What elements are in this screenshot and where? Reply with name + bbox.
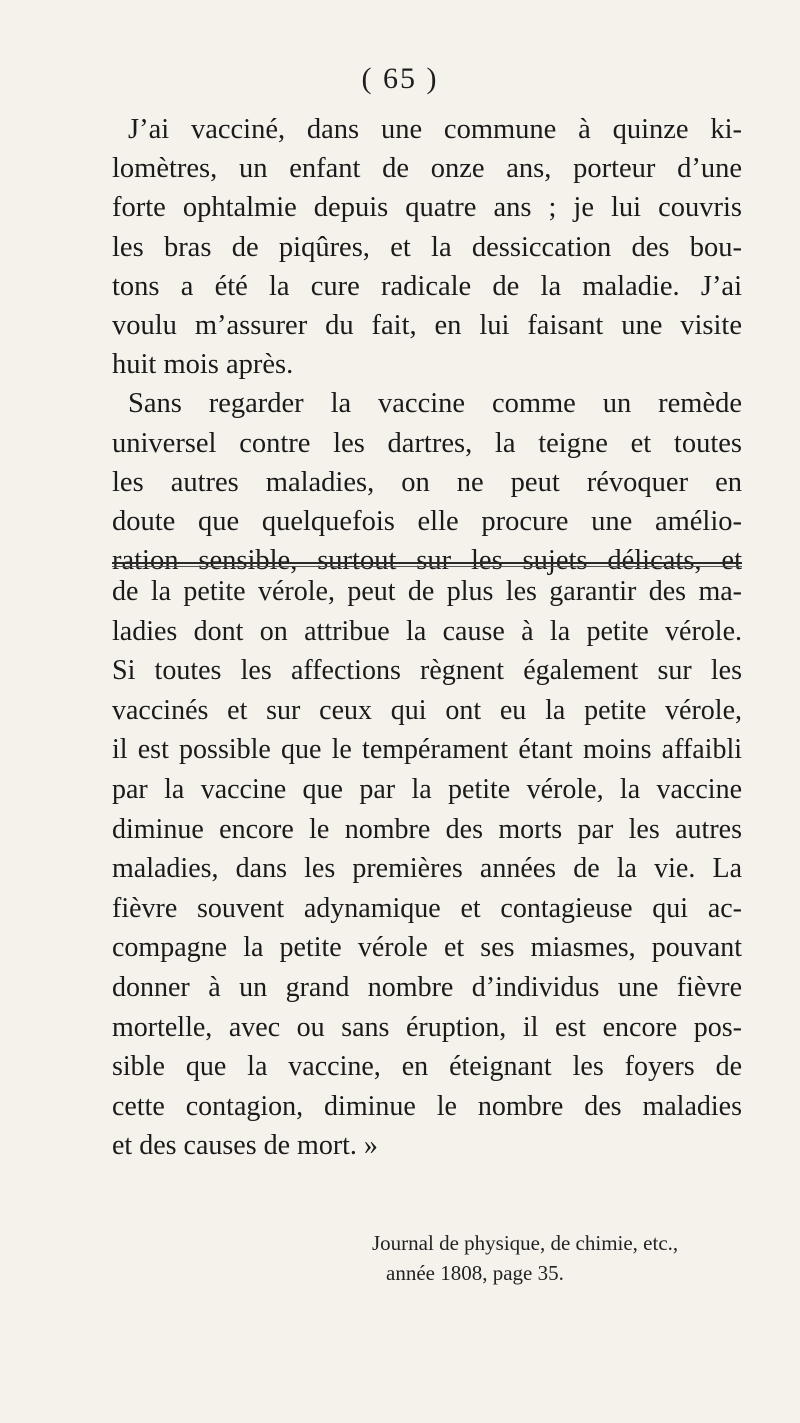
text-line: les autres maladies, on ne peut révoquer en	[112, 466, 742, 498]
footnote-line: fièvre souvent adynamique et contagieuse qui ac-	[112, 892, 742, 924]
text-line: doute que quelquefois elle procure une amélio-	[112, 506, 742, 538]
footnote-line: maladies, dans les premières années de la vie. La	[112, 853, 742, 885]
text-line: ration sensible, surtout sur les sujets délicats, et	[112, 545, 742, 577]
text-line: les bras de piqûres, et la dessiccation des bou-	[112, 231, 742, 263]
source-citation	[372, 1228, 772, 1288]
footnote-line: ladies dont on attribue la cause à la petite vérole.	[112, 615, 742, 647]
page-number: ( 65 )	[361, 62, 439, 95]
footnote-line: sible que la vaccine, en éteignant les foyers de	[112, 1051, 742, 1083]
footnote-line: de la petite vérole, peut de plus les garantir des ma-	[112, 576, 742, 607]
text-line: universel contre les dartres, la teigne et toutes	[112, 427, 742, 459]
citation-line: Journal de physique, de chimie, etc.,	[372, 1231, 679, 1255]
footnote-line: cette contagion, diminue le nombre des maladies	[112, 1090, 742, 1122]
text-line: huit mois après.	[112, 349, 294, 381]
footnote-line: par la vaccine que par la petite vérole, la vaccine	[112, 773, 742, 805]
footnote-text	[112, 572, 742, 1166]
main-text	[112, 110, 742, 580]
text-line: lomètres, un enfant de onze ans, porteur d’une	[112, 153, 742, 185]
text-line: forte ophtalmie depuis quatre ans ; je lui couvris	[112, 192, 742, 224]
text-line: Sans regarder la vaccine comme un remède	[128, 388, 742, 420]
footnote-line: mortelle, avec ou sans éruption, il est encore pos-	[112, 1011, 742, 1043]
footnote-line: il est possible que le tempérament étant moins affaibli	[112, 734, 742, 766]
footnote-line: diminue encore le nombre des morts par les autres	[112, 813, 742, 845]
footnote-line: vaccinés et sur ceux qui ont eu la petite vérole,	[112, 694, 742, 726]
footnote-line: Si toutes les affections règnent également sur les	[112, 655, 742, 687]
footnote-line: donner à un grand nombre d’individus une fièvre	[112, 971, 742, 1003]
footnote-divider	[112, 562, 742, 564]
text-line: tons a été la cure radicale de la maladie. J’ai	[112, 270, 742, 302]
citation-line: année 1808, page 35.	[386, 1261, 564, 1285]
text-line: J’ai vacciné, dans une commune à quinze ki-	[128, 114, 742, 145]
footnote-line: compagne la petite vérole et ses miasmes, pouvant	[112, 932, 742, 964]
text-line: voulu m’assurer du fait, en lui faisant une visite	[112, 310, 742, 342]
footnote-line: et des causes de mort. »	[112, 1130, 378, 1162]
